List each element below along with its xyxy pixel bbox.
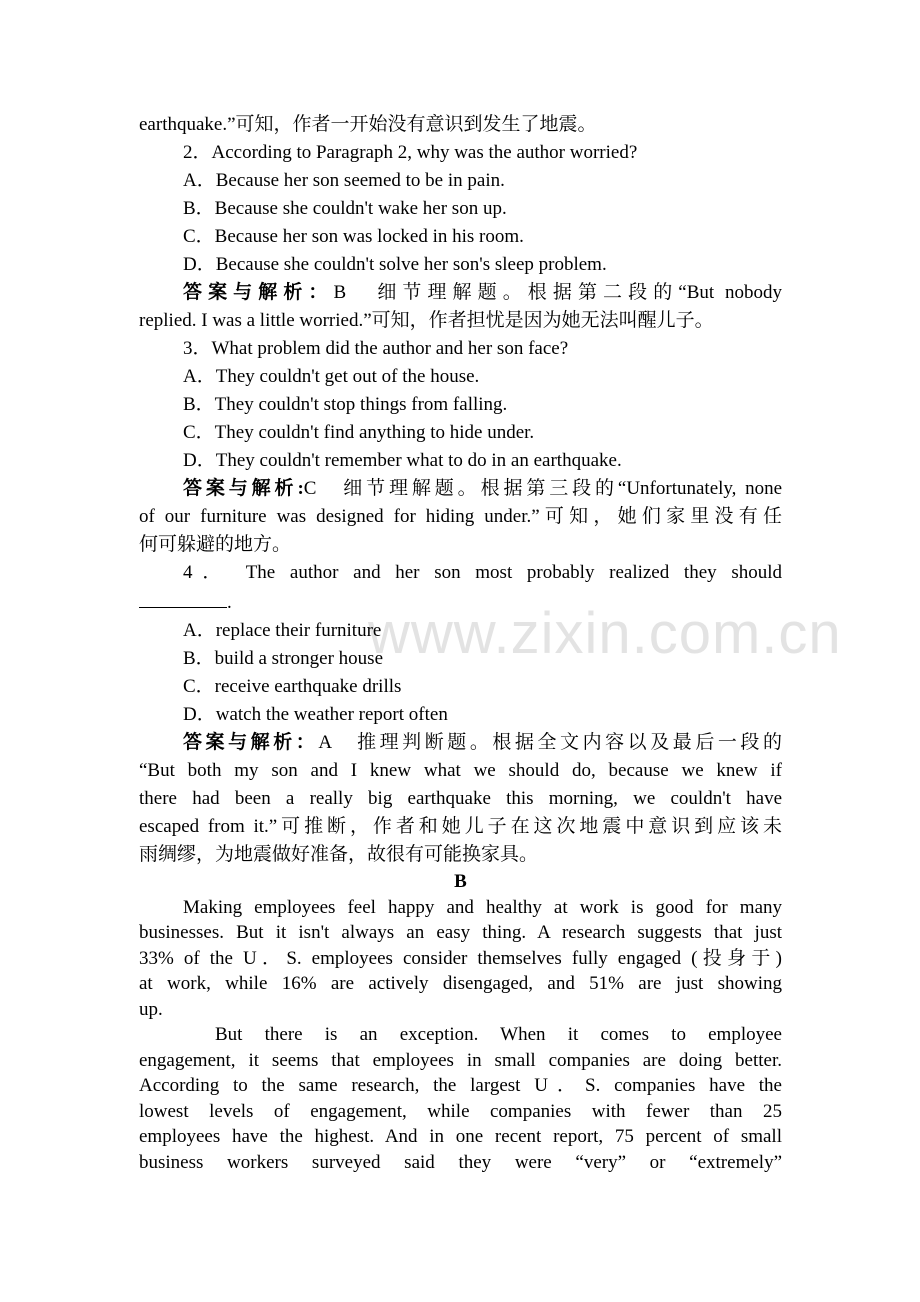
q4-answer-line-1: [139, 729, 782, 757]
q3-option-c: C．They couldn't find anything to hide under.: [183, 422, 535, 443]
q4-option-b: B．build a stronger house: [183, 648, 384, 669]
answer-label: 答案与解析：: [183, 282, 334, 303]
passage-line: 33% of the U．S. employees consider themselves fully engaged (投身于): [139, 947, 782, 969]
q3-stem: 3．What problem did the author and her son face?: [183, 338, 569, 359]
q2-option-b: B．Because she couldn't wake her son up.: [183, 198, 507, 219]
passage-line: employees have the highest. And in one recent report, 75 percent of small: [139, 1126, 782, 1147]
passage-line: business workers surveyed said they were “very” or “extremely”: [139, 1151, 782, 1173]
q2-answer-line-2: replied. I was a little worried.”可知，作者担忧是因为她无法叫醒儿子。: [139, 310, 714, 331]
q4-stem-blank-line: [139, 587, 782, 617]
passage-line: Making employees feel happy and healthy at work is good for many: [183, 896, 782, 918]
q3-answer-line-3: 何可躲避的地方。: [139, 534, 292, 555]
passage-line: lowest levels of engagement, while companies with fewer than 25: [139, 1100, 782, 1122]
q3-answer-line-1: [139, 475, 782, 503]
answer-label: 答案与解析:: [183, 478, 304, 499]
q2-option-a: A．Because her son seemed to be in pain.: [183, 170, 505, 191]
q4-stem: 4． The author and her son most probably realized they should: [183, 562, 782, 583]
q4-answer-line-4: escaped from it.”可推断，作者和她儿子在这次地震中意识到应该未: [139, 816, 782, 837]
answer-blank: [139, 587, 227, 608]
answer-text: C 细节理解题。根据第三段的“Unfortunately, none: [303, 478, 783, 499]
q4-answer-line-5: 雨绸缪，为地震做好准备，故很有可能换家具。: [139, 844, 539, 865]
passage-paragraph-1: [139, 895, 782, 1023]
q3-answer-line-2: of our furniture was designed for hiding under.”可知，她们家里没有任: [139, 506, 782, 527]
section-heading: B: [454, 871, 467, 892]
passage-line: But there is an exception. When it comes to employee: [215, 1024, 782, 1045]
q2-answer-line-1: [139, 279, 782, 307]
answer-label: 答案与解析：: [183, 732, 319, 753]
q2-option-c: C．Because her son was locked in his room.: [183, 226, 524, 247]
passage-line: businesses. But it isn't always an easy thing. A research suggests that just: [139, 922, 782, 943]
passage-line: According to the same research, the largest U．S. companies have the: [139, 1075, 782, 1096]
q2-stem: 2．According to Paragraph 2, why was the author worried?: [183, 142, 638, 163]
watermark: www.zixin.com.cn: [368, 601, 842, 666]
q4-stem-end: .: [227, 592, 232, 613]
answer-text: A 推理判断题。根据全文内容以及最后一段的: [318, 732, 782, 753]
q3-option-d: D．They couldn't remember what to do in an earthquake.: [183, 450, 622, 471]
document-page: [139, 111, 782, 1175]
q2-option-d: D．Because she couldn't solve her son's sleep problem.: [183, 254, 607, 275]
passage-paragraph-2: [139, 1022, 782, 1175]
q4-option-d: D．watch the weather report often: [183, 704, 448, 725]
q3-option-b: B．They couldn't stop things from falling.: [183, 394, 508, 415]
q4-option-a: A．replace their furniture: [183, 620, 382, 641]
passage-line: up.: [139, 998, 163, 1020]
q1-answer-tail: earthquake.”可知，作者一开始没有意识到发生了地震。: [139, 114, 597, 135]
q4-answer-line-2: “But both my son and I knew what we should do, because we knew if: [139, 760, 782, 781]
q4-option-c: C．receive earthquake drills: [183, 676, 402, 697]
answer-text: B 细节理解题。根据第二段的“But nobody: [333, 282, 782, 303]
passage-line: engagement, it seems that employees in small companies are doing better.: [139, 1049, 782, 1071]
q3-option-a: A．They couldn't get out of the house.: [183, 366, 480, 387]
q4-answer-line-3: there had been a really big earthquake this morning, we couldn't have: [139, 788, 782, 809]
passage-line: at work, while 16% are actively disengaged, and 51% are just showing: [139, 973, 782, 994]
